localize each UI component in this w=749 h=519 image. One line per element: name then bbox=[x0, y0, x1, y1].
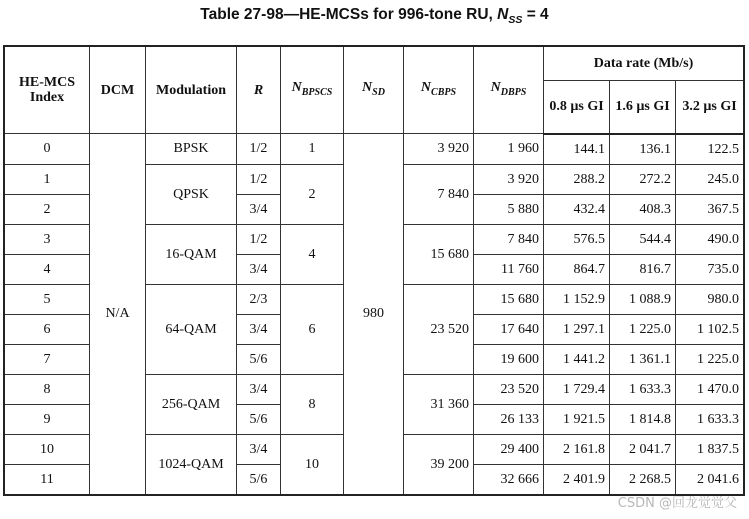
caption-suffix: = 4 bbox=[522, 6, 549, 23]
cell-mcs: 0 bbox=[5, 134, 90, 165]
cell-ndbps: 15 680 bbox=[474, 284, 544, 314]
cell-gi16: 1 361.1 bbox=[610, 344, 676, 374]
cell-gi16: 136.1 bbox=[610, 134, 676, 165]
cell-mcs: 11 bbox=[5, 464, 90, 494]
cell-gi32: 1 225.0 bbox=[676, 344, 744, 374]
cell-mcs: 5 bbox=[5, 284, 90, 314]
cell-gi32: 367.5 bbox=[676, 194, 744, 224]
cell-ndbps: 19 600 bbox=[474, 344, 544, 374]
header-modulation: Modulation bbox=[146, 47, 237, 134]
cell-nbpscs: 6 bbox=[281, 284, 344, 374]
cell-gi08: 432.4 bbox=[544, 194, 610, 224]
cell-gi16: 816.7 bbox=[610, 254, 676, 284]
cell-gi32: 2 041.6 bbox=[676, 464, 744, 494]
cell-r: 3/4 bbox=[237, 374, 281, 404]
cell-r: 3/4 bbox=[237, 254, 281, 284]
header-gi-16: 1.6 µs GI bbox=[610, 81, 676, 134]
cell-gi08: 1 441.2 bbox=[544, 344, 610, 374]
cell-mcs: 7 bbox=[5, 344, 90, 374]
cell-ncbps: 39 200 bbox=[404, 434, 474, 494]
caption-var-sub: SS bbox=[508, 14, 523, 27]
cell-gi16: 2 041.7 bbox=[610, 434, 676, 464]
header-nbpscs bbox=[281, 47, 344, 134]
cell-modulation: 16-QAM bbox=[146, 224, 237, 284]
cell-ndbps: 29 400 bbox=[474, 434, 544, 464]
cell-ncbps: 7 840 bbox=[404, 164, 474, 224]
cell-gi32: 1 470.0 bbox=[676, 374, 744, 404]
cell-ndbps: 5 880 bbox=[474, 194, 544, 224]
mcs-table bbox=[4, 46, 744, 495]
cell-gi32: 245.0 bbox=[676, 164, 744, 194]
table-row bbox=[5, 134, 744, 165]
cell-modulation: BPSK bbox=[146, 134, 237, 165]
cell-gi16: 1 814.8 bbox=[610, 404, 676, 434]
cell-modulation: 1024-QAM bbox=[146, 434, 237, 494]
cell-nbpscs: 8 bbox=[281, 374, 344, 434]
caption-var: N bbox=[497, 6, 509, 23]
header-ncbps-sub: CBPS bbox=[431, 86, 457, 98]
cell-mcs: 2 bbox=[5, 194, 90, 224]
cell-r: 3/4 bbox=[237, 194, 281, 224]
cell-mcs: 8 bbox=[5, 374, 90, 404]
cell-r: 5/6 bbox=[237, 344, 281, 374]
cell-gi16: 544.4 bbox=[610, 224, 676, 254]
cell-r: 1/2 bbox=[237, 224, 281, 254]
header-nsd bbox=[344, 47, 404, 134]
cell-gi16: 1 633.3 bbox=[610, 374, 676, 404]
cell-mcs: 3 bbox=[5, 224, 90, 254]
table-caption bbox=[0, 6, 749, 26]
header-dcm: DCM bbox=[90, 47, 146, 134]
header-ncbps-n: N bbox=[420, 80, 432, 96]
header-ndbps-n: N bbox=[490, 80, 501, 96]
cell-ndbps: 26 133 bbox=[474, 404, 544, 434]
cell-gi08: 288.2 bbox=[544, 164, 610, 194]
cell-gi08: 1 297.1 bbox=[544, 314, 610, 344]
cell-gi32: 1 102.5 bbox=[676, 314, 744, 344]
cell-gi32: 980.0 bbox=[676, 284, 744, 314]
cell-mcs: 9 bbox=[5, 404, 90, 434]
cell-ndbps: 11 760 bbox=[474, 254, 544, 284]
cell-nbpscs: 1 bbox=[281, 134, 344, 165]
cell-gi08: 2 401.9 bbox=[544, 464, 610, 494]
cell-gi08: 2 161.8 bbox=[544, 434, 610, 464]
watermark-text: CSDN @回龙觉觉父 bbox=[617, 496, 737, 511]
header-ncbps bbox=[404, 47, 474, 134]
cell-mcs: 1 bbox=[5, 164, 90, 194]
cell-gi08: 1 152.9 bbox=[544, 284, 610, 314]
cell-r: 1/2 bbox=[237, 164, 281, 194]
cell-gi08: 1 921.5 bbox=[544, 404, 610, 434]
cell-gi16: 272.2 bbox=[610, 164, 676, 194]
cell-r: 5/6 bbox=[237, 404, 281, 434]
cell-modulation: 64-QAM bbox=[146, 284, 237, 374]
header-ndbps bbox=[474, 47, 544, 134]
caption-prefix: Table 27-98—HE-MCSs for 996-tone RU, bbox=[200, 6, 498, 23]
cell-gi32: 1 633.3 bbox=[676, 404, 744, 434]
cell-r: 2/3 bbox=[237, 284, 281, 314]
header-data-rate: Data rate (Mb/s) bbox=[544, 47, 744, 81]
cell-nbpscs: 10 bbox=[281, 434, 344, 494]
cell-gi08: 1 729.4 bbox=[544, 374, 610, 404]
cell-ndbps: 23 520 bbox=[474, 374, 544, 404]
cell-gi32: 490.0 bbox=[676, 224, 744, 254]
cell-mcs: 4 bbox=[5, 254, 90, 284]
cell-ndbps: 3 920 bbox=[474, 164, 544, 194]
cell-ndbps: 17 640 bbox=[474, 314, 544, 344]
cell-mcs: 10 bbox=[5, 434, 90, 464]
header-nbpscs-sub: BPSCS bbox=[301, 86, 333, 98]
header-ndbps-sub: DBPS bbox=[500, 86, 527, 98]
cell-gi08: 864.7 bbox=[544, 254, 610, 284]
cell-gi08: 576.5 bbox=[544, 224, 610, 254]
cell-modulation: QPSK bbox=[146, 164, 237, 224]
cell-r: 3/4 bbox=[237, 314, 281, 344]
cell-gi16: 408.3 bbox=[610, 194, 676, 224]
header-nsd-n: N bbox=[362, 80, 373, 96]
cell-r: 1/2 bbox=[237, 134, 281, 165]
cell-ncbps: 3 920 bbox=[404, 134, 474, 165]
header-r-text: R bbox=[253, 82, 264, 98]
cell-ndbps: 1 960 bbox=[474, 134, 544, 165]
cell-mcs: 6 bbox=[5, 314, 90, 344]
cell-ncbps: 23 520 bbox=[404, 284, 474, 374]
cell-gi08: 144.1 bbox=[544, 134, 610, 165]
cell-ncbps: 31 360 bbox=[404, 374, 474, 434]
cell-gi16: 1 225.0 bbox=[610, 314, 676, 344]
header-gi-08: 0.8 µs GI bbox=[544, 81, 610, 134]
header-mcs-index: HE-MCS Index bbox=[5, 47, 90, 134]
cell-ncbps: 15 680 bbox=[404, 224, 474, 284]
cell-modulation: 256-QAM bbox=[146, 374, 237, 434]
cell-ndbps: 32 666 bbox=[474, 464, 544, 494]
header-nsd-sub: SD bbox=[372, 86, 385, 98]
cell-gi16: 1 088.9 bbox=[610, 284, 676, 314]
cell-gi32: 122.5 bbox=[676, 134, 744, 165]
cell-r: 3/4 bbox=[237, 434, 281, 464]
cell-nbpscs: 2 bbox=[281, 164, 344, 224]
cell-dcm: N/A bbox=[90, 134, 146, 495]
cell-gi16: 2 268.5 bbox=[610, 464, 676, 494]
cell-gi32: 735.0 bbox=[676, 254, 744, 284]
cell-nsd: 980 bbox=[344, 134, 404, 495]
header-nbpscs-n: N bbox=[291, 80, 302, 96]
cell-ndbps: 7 840 bbox=[474, 224, 544, 254]
cell-gi32: 1 837.5 bbox=[676, 434, 744, 464]
header-r bbox=[237, 47, 281, 134]
cell-r: 5/6 bbox=[237, 464, 281, 494]
cell-nbpscs: 4 bbox=[281, 224, 344, 284]
header-gi-32: 3.2 µs GI bbox=[676, 81, 744, 134]
